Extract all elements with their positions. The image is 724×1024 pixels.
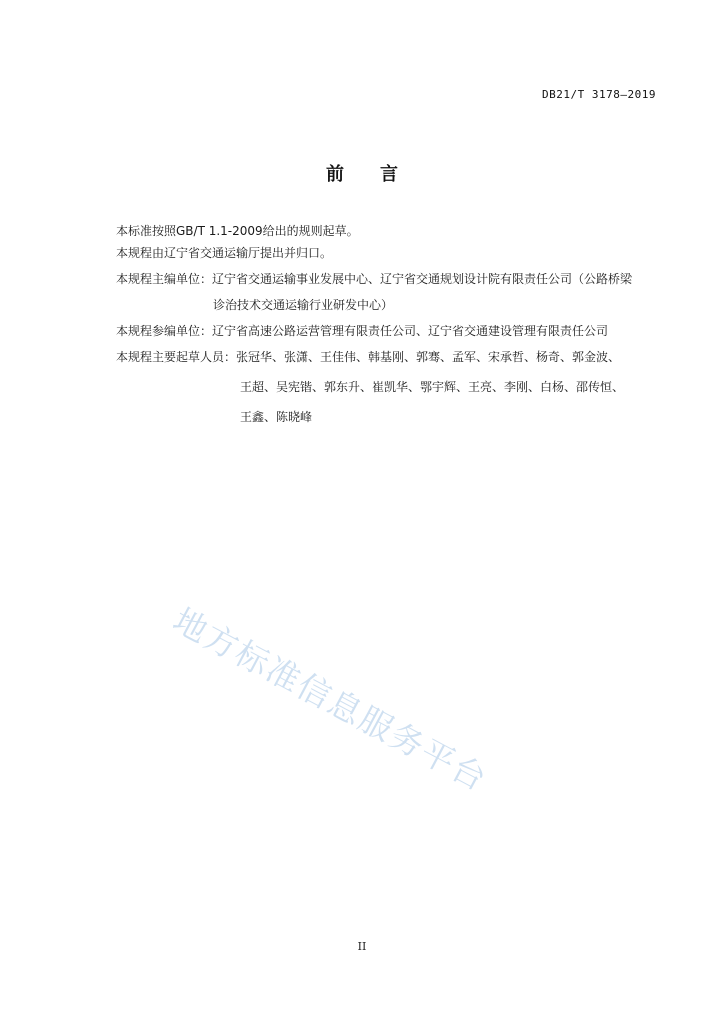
participating-units-paragraph: 本规程参编单位：辽宁省高速公路运营管理有限责任公司、辽宁省交通建设管理有限责任公司 (116, 324, 609, 338)
chief-editor-units-line-2: 诊治技术交通运输行业研发中心） (213, 298, 394, 312)
drafters-line-2: 王超、吴宪锴、郭东升、崔凯华、鄂宇辉、王亮、李刚、白杨、邵传恒、 (240, 380, 625, 394)
document-code: DB21/T 3178—2019 (542, 88, 656, 101)
document-body (116, 222, 664, 426)
page-title: 前言 (326, 164, 434, 185)
watermark: 地方标准信息服务平台 (166, 600, 495, 800)
drafters-line-3: 王鑫、陈晓峰 (240, 410, 313, 424)
drafting-rule-paragraph: 本标准按照GB/T 1.1-2009给出的规则起草。 (116, 224, 359, 238)
chief-editor-units-line-1: 本规程主编单位：辽宁省交通运输事业发展中心、辽宁省交通规划设计院有限责任公司（公路桥梁 (116, 272, 633, 286)
drafters-line-1: 本规程主要起草人员：张冠华、张潇、王佳伟、韩基刚、郭骞、孟军、宋承哲、杨奇、郭金波、 (116, 350, 621, 364)
page-number: II (357, 940, 367, 953)
proposer-paragraph: 本规程由辽宁省交通运输厅提出并归口。 (116, 246, 333, 260)
